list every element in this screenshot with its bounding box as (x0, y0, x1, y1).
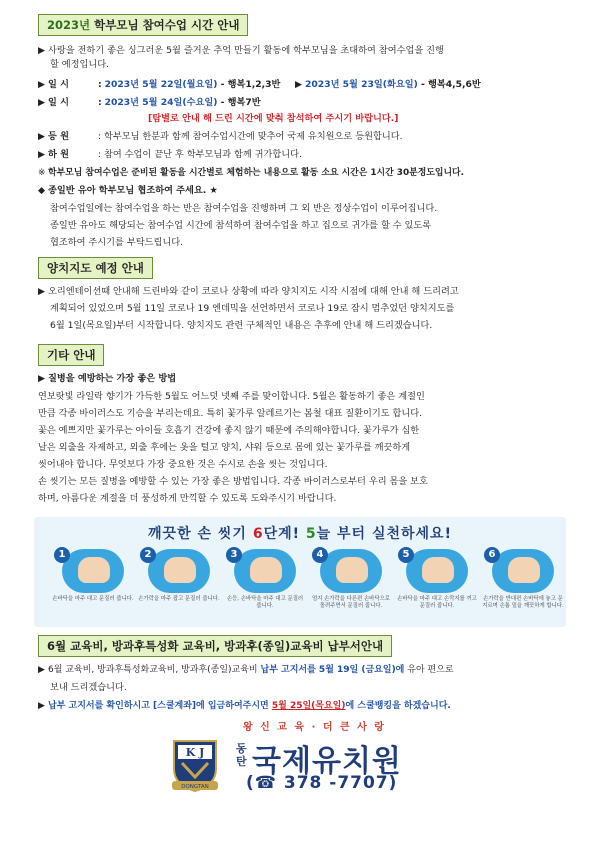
title-text: 학부모님 참여수업 시간 안내 (90, 18, 240, 32)
health-para-6: 손 씻기는 모든 질병을 예방할 수 있는 가장 좋은 방법입니다. 각종 바이러스로부터 우리 몸을 보호 (38, 476, 428, 487)
intro-line: ▶ 사랑을 전하기 좋은 싱그러운 5월 즐거운 추억 만들기 활동에 학부모님을 초대하여 참여수업을 진행 (38, 45, 444, 56)
fullday-para-3: 협조하여 주시기를 부탁드립니다. (50, 237, 184, 248)
school-name: 국제유치원 (252, 744, 402, 779)
handwash-step-3: 3 손등, 손바닥을 마주 대고 문질러 줍니다. (226, 549, 304, 609)
school-emblem-icon (168, 735, 222, 793)
date-line-2: ▶ 일 시 : 2023년 5월 24일(수요일) - 행복7반 (38, 97, 261, 108)
handwashing-banner (34, 517, 566, 627)
date-line-1: ▶ 일 시 : 2023년 5월 22일(월요일) - 행복1,2,3반 ▶ 2023년 5월 23일(화요일) - 행복4,5,6반 (38, 79, 481, 90)
tuition-line-1: ▶ 6월 교육비, 방과후특성화교육비, 방과후(종일)교육비 납부 고지서를 5월 19일 (금요일)에 유아 편으로 (38, 665, 454, 675)
intro-line-2: 할 예정입니다. (50, 59, 110, 70)
health-para-7: 하며, 아름다운 계절을 더 풍성하게 만끽할 수 있도록 도와주시기 바랍니다. (38, 493, 337, 504)
intro-text: 사랑을 전하기 좋은 싱그러운 5월 즐거운 추억 만들기 활동에 학부모님을 초대하여 참여수업을 진행 (48, 45, 444, 56)
toothbrush-para-3: 6월 1일(목요일)부터 시작합니다. 양치지도 관련 구체적인 내용은 추후에 안내 해 드리겠습니다. (50, 320, 433, 331)
hands-icon (422, 557, 454, 583)
health-para-1: 연보랏빛 라일락 향기가 가득한 5월도 어느덧 넷째 주를 맞이합니다. 5월은 활동하기 좋은 계절인 (38, 391, 425, 402)
health-para-3: 꽃은 예쁘지만 꽃가루는 아이들 호흡기 건강에 좋지 않기 때문에 주의해야합니다. 꽃가루가 심한 (38, 425, 420, 436)
departure-line: ▶ 하 원 : 참여 수업이 끝난 후 학부모님과 함께 귀가합니다. (38, 149, 302, 160)
svg-text:K J: K J (185, 746, 205, 759)
toothbrush-para-1: ▶ 오리엔테이션때 안내해 드린바와 같이 코로나 상황에 따라 양치지도 시작 시점에 대해 안내 해 드리려고 (38, 286, 459, 297)
section-title-tuition: 6월 교육비, 방과후특성화 교육비, 방과후(종일)교육비 납부서안내 (38, 635, 392, 657)
health-para-2: 만큼 각종 바이러스도 기승을 부리는데요. 특히 꽃가루 알레르기는 봄철 대표 질환이기도 합니다. (38, 408, 423, 419)
fullday-para-1: 참여수업일에는 참여수업을 하는 반은 참여수업을 진행하며 그 외 반은 정상수업이 이루어집니다. (50, 203, 438, 214)
svg-text:DONGTAN: DONGTAN (181, 784, 209, 790)
tuition-line-2: 보내 드리겠습니다. (50, 682, 127, 693)
school-slogan: 왕 신 교 육 · 더 큰 사 랑 (243, 722, 386, 733)
hands-icon (250, 557, 282, 583)
school-phone: (☎ 378 -7707) (246, 773, 398, 793)
fullday-notice: ◆ 종일반 유아 학부모님 협조하여 주세요. ★ (38, 185, 218, 196)
handwashing-title: 깨끗한 손 씻기 6단계! 5늘 부터 실천하세요! (148, 526, 452, 542)
fullday-para-2: 종일반 유아도 해당되는 참여수업 시간에 참석하여 참여수업을 하고 집으로 귀가를 할 수 있도록 (50, 220, 432, 231)
health-para-5: 씻어내야 합니다. 무엇보다 가장 중요한 것은 수시로 손을 씻는 것입니다. (38, 459, 328, 470)
handwash-step-5: 5 손바닥을 마주 대고 손깍지를 끼고 문질러 줍니다. (397, 549, 477, 609)
section-title-toothbrushing: 양치지도 예정 안내 (38, 257, 153, 279)
arrival-line: ▶ 등 원 : 학부모님 한분과 함께 참여수업시간에 맞추어 국제 유치원으로 등원합니다. (38, 131, 403, 142)
hands-icon (164, 557, 196, 583)
dongtan-label: 동탄 (236, 742, 247, 768)
section-title-other: 기타 안내 (38, 344, 104, 366)
handwash-step-2: 2 손가락을 마주 잡고 문질러 줍니다. (138, 549, 220, 602)
section-title-participation (38, 14, 248, 36)
health-para-4: 날은 외출을 자제하고, 외출 후에는 옷을 털고 양치, 샤워 등으로 몸에 있는 꽃가루를 깨끗하게 (38, 442, 411, 453)
handwash-step-1: 1 손바닥을 마주 대고 문질러 줍니다. (52, 549, 134, 602)
duration-note: ※ 학부모님 참여수업은 준비된 활동을 시간별로 체험하는 내용으로 활동 소요 시간은 1시간 30분정도입니다. (38, 168, 464, 178)
toothbrush-para-2: 계획되어 있었으며 5월 11일 코로나 19 엔데믹을 선언하면서 코로나 19로 잠시 멈추었던 양치지도를 (50, 303, 455, 314)
handwash-step-6: 6 손가락을 반대편 손바닥에 놓고 문지르며 손톱 밑을 깨끗하게 합니다. (482, 549, 564, 609)
handwash-step-4: 4 엄지 손가락을 다른편 손바닥으로 돌려주면서 문질러 줍니다. (311, 549, 391, 609)
tuition-line-3: ▶ 납부 고지서를 확인하시고 [스쿨계좌]에 입금하여주시면 5월 25일(목요일)에 스쿨뱅킹을 하겠습니다. (38, 701, 451, 711)
title-year: 2023년 (47, 18, 91, 32)
hands-icon (508, 557, 540, 583)
hands-icon (336, 557, 368, 583)
hands-icon (78, 557, 110, 583)
disease-prevention-heading: ▶ 질병을 예방하는 가장 좋은 방법 (38, 373, 177, 384)
time-notice: [탐별로 안내 해 드린 시간에 맞춰 참석하여 주시기 바랍니다.] (148, 113, 399, 124)
